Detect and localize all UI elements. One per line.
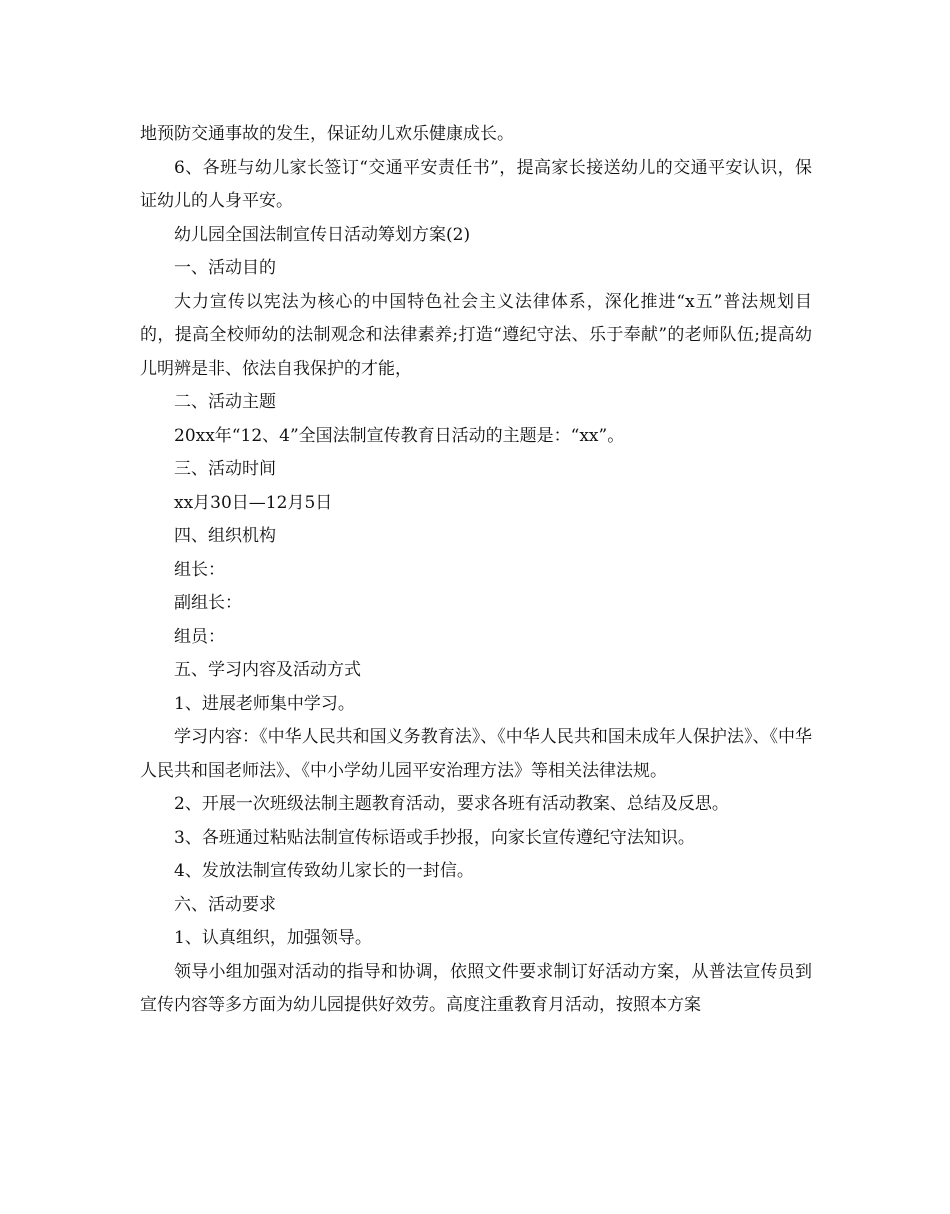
heading-activity-requirements: 六、活动要求: [174, 894, 276, 915]
heading-activity-time: 三、活动时间: [174, 459, 276, 479]
document-section-title: 幼儿园全国法制宣传日活动筹划方案(2): [174, 224, 471, 245]
heading-activity-theme: 二、活动主题: [174, 392, 276, 412]
heading-activity-purpose: 一、活动目的: [174, 258, 276, 278]
paragraph-members: 组员：: [174, 626, 225, 647]
paragraph-leader: 组长：: [174, 559, 225, 580]
paragraph-deputy-leader: 副组长：: [174, 593, 242, 613]
paragraph-time: xx月30日—12月5日: [174, 492, 333, 513]
heading-organization: 四、组织机构: [174, 526, 276, 546]
paragraph-learning-list: 学习内容：《中华人民共和国义务教育法》、《中华人民共和国未成年人保护法》、《中华人民共和国老师法》、《中小学幼儿园平安治理方法》等相关法律法规。: [140, 727, 812, 781]
paragraph-leadership: 领导小组加强对活动的指导和协调，依照文件要求制订好活动方案，从普法宣传员到宣传内容等多方面为幼儿园提供好效劳。高度注重教育月活动，按照本方案: [140, 961, 812, 1015]
document-body: [140, 118, 812, 1023]
paragraph-purpose: 大力宣传以宪法为核心的中国特色社会主义法律体系，深化推进“x五”普法规划目的，提高全校师幼的法制观念和法律素养;打造“遵纪守法、乐于奉献”的老师队伍;提高幼儿明辨是非、依法自我保护的才能，: [140, 291, 812, 379]
paragraph-item-2: 2、开展一次班级法制主题教育活动，要求各班有活动教案、总结及反思。: [174, 794, 729, 814]
paragraph-continuation: 地预防交通事故的发生，保证幼儿欢乐健康成长。: [140, 124, 514, 144]
paragraph-item-6: 6、各班与幼儿家长签订“交通平安责任书”，提高家长接送幼儿的交通平安认识，保证幼儿的人身平安。: [140, 157, 812, 211]
paragraph-item-4: 4、发放法制宣传致幼儿家长的一封信。: [174, 861, 474, 881]
paragraph-theme: 20xx年“12、4”全国法制宣传教育日活动的主题是：“xx”。: [174, 425, 625, 446]
heading-learning-content: 五、学习内容及活动方式: [174, 660, 361, 680]
paragraph-requirement-1: 1、认真组织，加强领导。: [174, 928, 372, 948]
paragraph-item-1: 1、进展老师集中学习。: [174, 693, 355, 714]
paragraph-item-3: 3、各班通过粘贴法制宣传标语或手抄报，向家长宣传遵纪守法知识。: [174, 827, 695, 848]
